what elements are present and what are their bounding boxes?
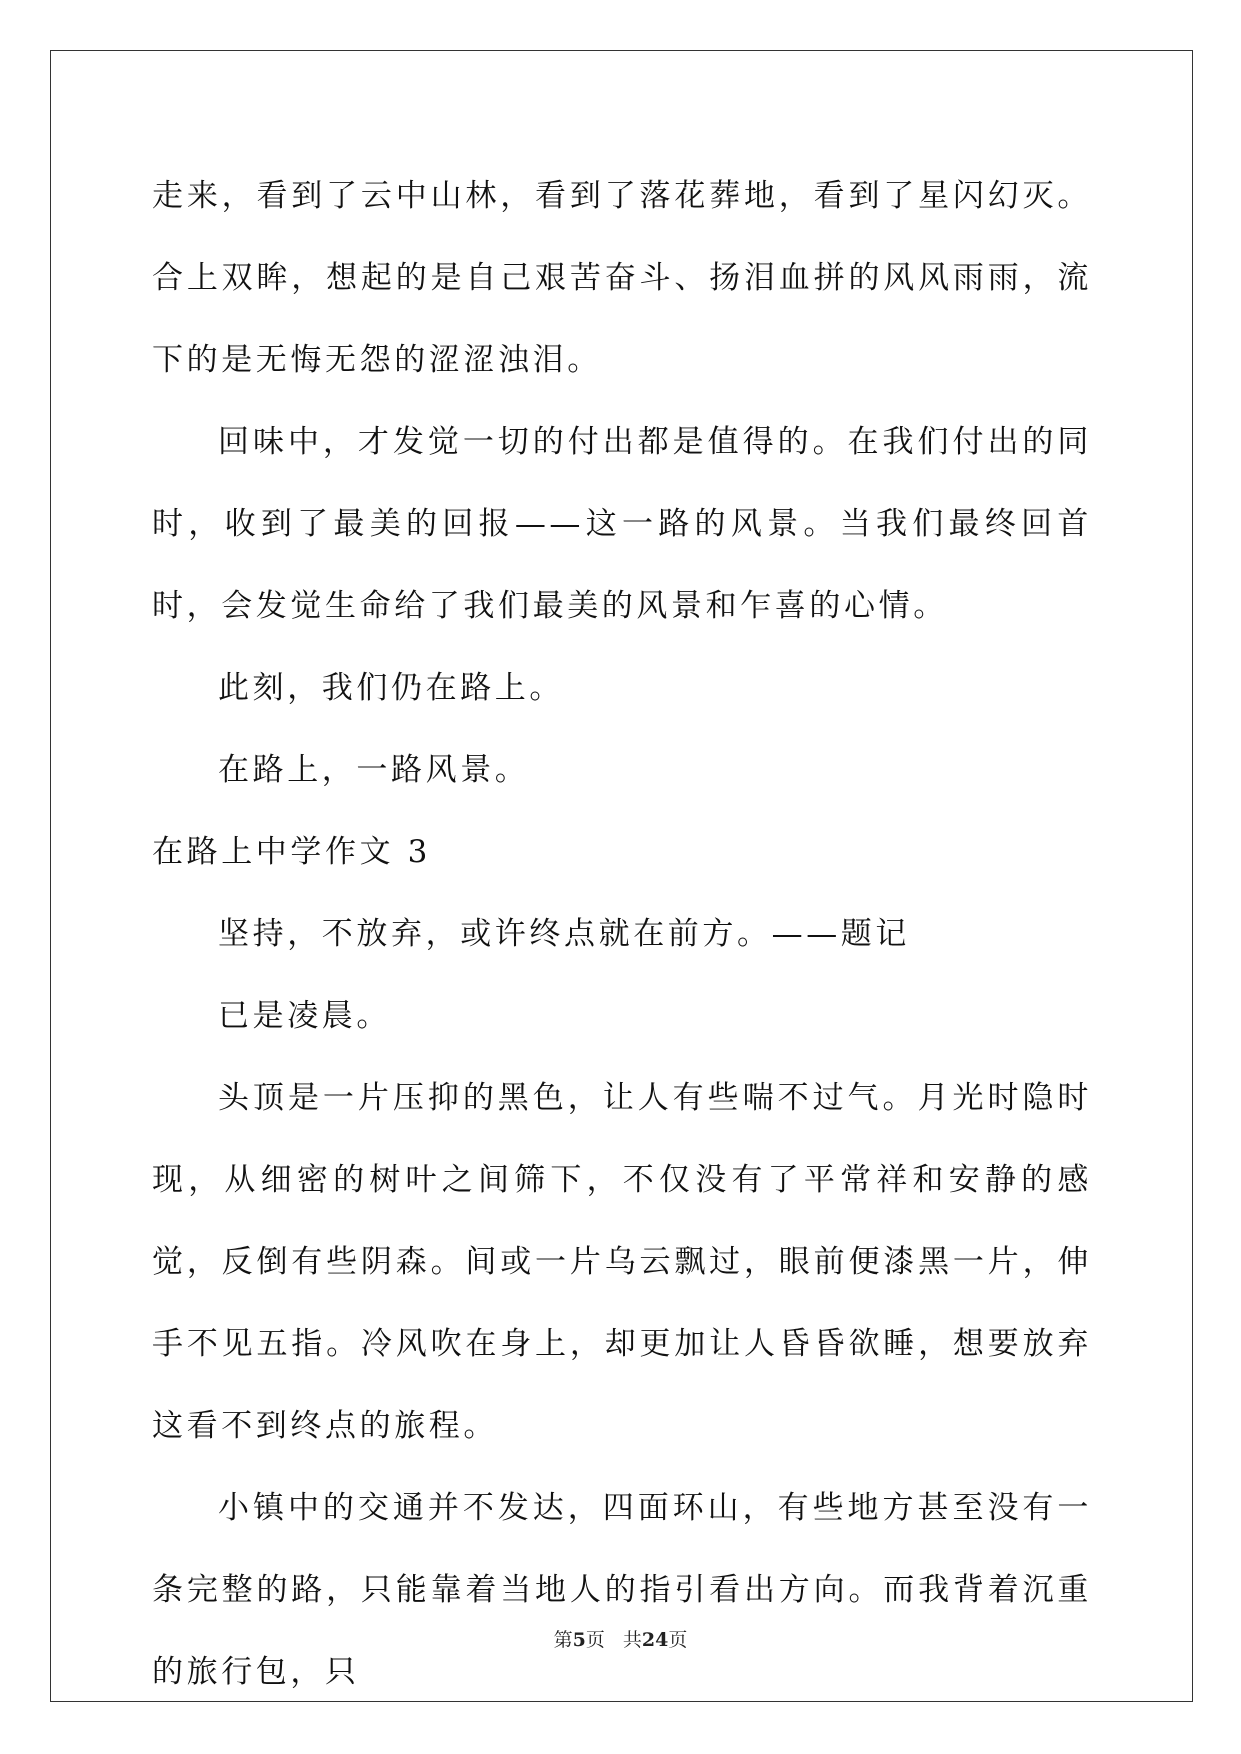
paragraph: 走来，看到了云中山林，看到了落花葬地，看到了星闪幻灭。合上双眸，想起的是自己艰苦奋斗、扬泪血拼的风风雨雨，流下的是无悔无怨的涩涩浊泪。	[152, 178, 1092, 378]
document-body	[152, 155, 1092, 1713]
total-pages: 24	[641, 1629, 669, 1651]
paragraph: 已是凌晨。	[218, 998, 391, 1034]
page-prefix: 第	[553, 1629, 573, 1651]
total-prefix: 共	[622, 1629, 642, 1651]
page-number: 5	[572, 1629, 586, 1651]
paragraph: 回味中，才发觉一切的付出都是值得的。在我们付出的同时，收到了最美的回报——这一路的风景。当我们最终回首时，会发觉生命给了我们最美的风景和乍喜的心情。	[152, 424, 1092, 624]
paragraph: 坚持，不放弃，或许终点就在前方。——题记	[218, 916, 910, 952]
paragraph: 此刻，我们仍在路上。	[218, 670, 564, 706]
paragraph: 头顶是一片压抑的黑色，让人有些喘不过气。月光时隐时现，从细密的树叶之间筛下，不仅没有了平常祥和安静的感觉，反倒有些阴森。间或一片乌云飘过，眼前便漆黑一片，伸手不见五指。冷风吹在身上，却更加让人昏昏欲睡，想要放弃这看不到终点的旅程。	[152, 1080, 1092, 1444]
page-suffix: 页	[585, 1629, 605, 1651]
section-heading: 在路上中学作文 3	[152, 834, 431, 870]
total-suffix: 页	[668, 1629, 688, 1651]
page-footer	[0, 1625, 1241, 1652]
paragraph: 小镇中的交通并不发达，四面环山，有些地方甚至没有一条完整的路，只能靠着当地人的指引看出方向。而我背着沉重的旅行包，只	[152, 1490, 1092, 1690]
paragraph: 在路上，一路风景。	[218, 752, 530, 788]
